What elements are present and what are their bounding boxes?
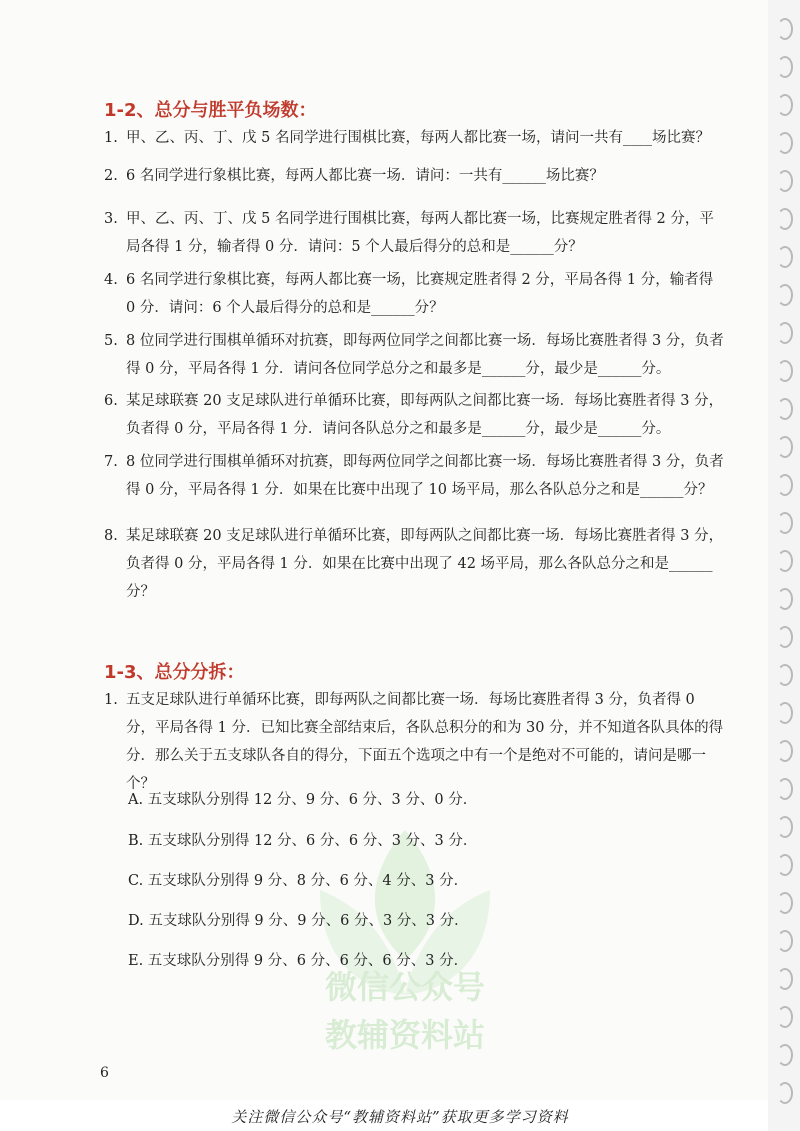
section-title-1-2: 1-2、总分与胜平负场数：	[104, 100, 317, 121]
question-1-3-1	[104, 686, 724, 798]
question-number: 7.	[104, 454, 118, 470]
question-1-2-3	[104, 205, 724, 261]
question-number: 6.	[104, 393, 118, 409]
question-1-2-1	[104, 124, 724, 152]
option-a: A. 五支球队分别得 12 分、9 分、6 分、3 分、0 分．	[128, 792, 478, 808]
question-text: 某足球联赛 20 支足球队进行单循环比赛，即每两队之间都比赛一场．每场比赛胜者得 3 分，负者得 0 分，平局各得 1 分．请问各队总分之和最多是______分，最少是______分。	[126, 393, 724, 437]
page-number: 6	[100, 1065, 109, 1081]
question-text: 6 名同学进行象棋比赛，每两人都比赛一场，比赛规定胜者得 2 分，平局各得 1 分，输者得 0 分．请问：6 个人最后得分的总和是______分？	[126, 272, 714, 316]
question-number: 8.	[104, 528, 118, 544]
option-d: D. 五支球队分别得 9 分、9 分、6 分、3 分、3 分．	[128, 913, 469, 929]
question-text: 甲、乙、丙、丁、戊 5 名同学进行围棋比赛，每两人都比赛一场，比赛规定胜者得 2 分，平局各得 1 分，输者得 0 分．请问：5 个人最后得分的总和是______分？	[126, 211, 714, 255]
question-1-2-6	[104, 387, 724, 443]
question-number: 4.	[104, 272, 118, 288]
option-b: B. 五支球队分别得 12 分、6 分、6 分、3 分、3 分．	[128, 833, 478, 849]
watermark-text-2: 教辅资料站	[324, 1016, 485, 1054]
question-number: 5.	[104, 333, 118, 349]
question-text: 五支足球队进行单循环比赛，即每两队之间都比赛一场．每场比赛胜者得 3 分，负者得 0 分，平局各得 1 分．已知比赛全部结束后，各队总积分的和为 30 分，并不知道各队具体的得分．那么关于五支球队各自的得分，下面五个选项之中有一个是绝对不可能的，请问是哪一个？	[126, 692, 724, 792]
question-1-2-7	[104, 448, 724, 504]
question-number: 3.	[104, 211, 118, 227]
option-c: C. 五支球队分别得 9 分、8 分、6 分、4 分、3 分．	[128, 873, 469, 889]
option-e: E. 五支球队分别得 9 分、6 分、6 分、6 分、3 分．	[128, 953, 469, 969]
question-text: 8 位同学进行围棋单循环对抗赛，即每两位同学之间都比赛一场．每场比赛胜者得 3 分，负者得 0 分，平局各得 1 分．如果在比赛中出现了 10 场平局，那么各队总分之和是______分？	[126, 454, 724, 498]
question-1-2-5	[104, 327, 724, 383]
question-text: 6 名同学进行象棋比赛，每两人都比赛一场．请问：一共有______场比赛？	[126, 168, 604, 184]
question-text: 8 位同学进行围棋单循环对抗赛，即每两位同学之间都比赛一场．每场比赛胜者得 3 分，负者得 0 分，平局各得 1 分．请问各位同学总分之和最多是______分，最少是______分。	[126, 333, 724, 377]
question-number: 1.	[104, 692, 118, 708]
footer-note: 关注微信公众号“教辅资料站”获取更多学习资料	[231, 1108, 569, 1126]
watermark-text-1: 微信公众号	[324, 968, 485, 1006]
binder-rings	[768, 0, 800, 1131]
question-number: 2.	[104, 168, 118, 184]
question-1-2-8	[104, 522, 724, 606]
question-text: 甲、乙、丙、丁、戊 5 名同学进行围棋比赛，每两人都比赛一场，请问一共有____场比赛？	[126, 130, 710, 146]
question-1-2-4	[104, 266, 724, 322]
question-1-2-2	[104, 162, 724, 190]
section-title-1-3: 1-3、总分分拆：	[104, 662, 245, 683]
question-text: 某足球联赛 20 支足球队进行单循环比赛，即每两队之间都比赛一场．每场比赛胜者得 3 分，负者得 0 分，平局各得 1 分．如果在比赛中出现了 42 场平局，那么各队总分之和是______分？	[126, 528, 724, 600]
question-number: 1.	[104, 130, 118, 146]
